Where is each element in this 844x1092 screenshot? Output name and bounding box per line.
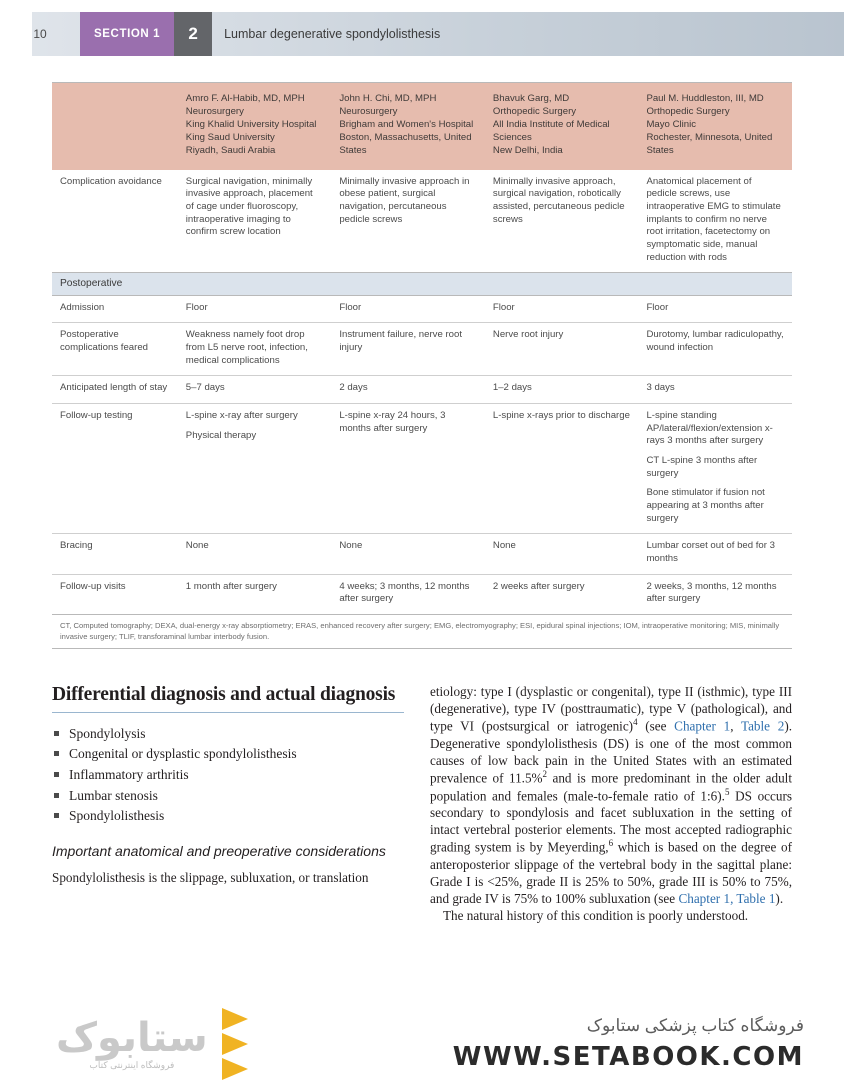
- row-cell: Floor: [339, 301, 362, 313]
- row-cell: None: [331, 534, 485, 574]
- subsection-label: Postoperative: [52, 273, 792, 295]
- expert-header-2: John H. Chi, MD, MPH Neurosurgery Brigham and Women's Hospital Boston, Massachusetts, United States: [331, 83, 485, 170]
- list-item: Congenital or dysplastic spondylolisthesis: [52, 745, 404, 763]
- chevron-icon: [222, 1008, 248, 1080]
- row-cell: Durotomy, lumbar radiculopathy, wound infection: [638, 323, 792, 376]
- cell-paragraph: Physical therapy: [185, 429, 257, 441]
- paragraph-text: DS occurs secondary to spondylosis and facet subluxation in the setting of intact vertebral posterior elements. The most accepted radiographic grading system is by Meyerding,: [430, 788, 793, 855]
- row-cell: Instrument failure, nerve root injury: [331, 323, 485, 376]
- page-title: Differential diagnosis and actual diagnosis: [52, 683, 396, 705]
- page-number: 10: [33, 27, 47, 41]
- row-cell: Lumbar corset out of bed for 3 months: [638, 534, 792, 574]
- expert-header-3: Bhavuk Garg, MD Orthopedic Surgery All India Institute of Medical Sciences New Delhi, India: [485, 83, 639, 170]
- list-item: Inflammatory arthritis: [52, 766, 404, 784]
- footer-logo: [0, 1008, 248, 1080]
- cell-paragraph: L-spine standing AP/lateral/flexion/extension x-rays 3 months after surgery: [646, 410, 773, 447]
- row-cell: Floor: [492, 301, 515, 313]
- table-row: [52, 170, 792, 273]
- xref-chapter-1[interactable]: Chapter 1: [674, 718, 731, 734]
- page-header: [0, 12, 844, 56]
- row-cell: None: [178, 534, 332, 574]
- cell-paragraph: L-spine x-ray 24 hours, 3 months after surgery: [339, 410, 446, 434]
- see-label: (see: [637, 718, 675, 734]
- differential-diagnosis-list: [52, 725, 404, 825]
- table-header-row: [52, 83, 792, 170]
- footer-brand-info: [453, 1016, 844, 1072]
- footer-tagline: فروشگاه کتاب پزشکی ستابوک: [586, 1016, 804, 1035]
- table-row: [52, 376, 792, 404]
- row-cell: 1–2 days: [485, 376, 639, 404]
- row-cell: 2 days: [331, 376, 485, 404]
- cell-paragraph: Bone stimulator if fusion not appearing at 3 months after surgery: [646, 487, 765, 524]
- logo-text-block: [56, 1014, 208, 1071]
- row-cell: [178, 404, 332, 534]
- expert-header-4: Paul M. Huddleston, III, MD Orthopedic Surgery Mayo Clinic Rochester, Minnesota, United States: [638, 83, 792, 170]
- cell-paragraph: CT L-spine 3 months after surgery: [646, 454, 758, 479]
- row-cell: [485, 404, 639, 534]
- row-cell: Floor: [646, 301, 669, 313]
- footnote-marker: 6: [608, 838, 614, 849]
- subsection-heading: Important anatomical and preoperative considerations: [52, 842, 386, 859]
- table-row: [52, 295, 792, 323]
- row-cell: 1 month after surgery: [178, 574, 332, 614]
- cell-paragraph: L-spine x-ray after surgery: [185, 410, 298, 422]
- row-cell: Floor: [185, 301, 208, 313]
- paragraph: The natural history of this condition is poorly understood.: [443, 908, 749, 924]
- table-row: [52, 534, 792, 574]
- list-item: Spondylolisthesis: [52, 807, 404, 825]
- paragraph-text: ).: [775, 891, 784, 907]
- row-label: Postoperative complications feared: [52, 323, 178, 376]
- row-cell: [331, 404, 485, 534]
- row-label: Follow-up testing: [52, 404, 178, 534]
- footnote-marker: 4: [633, 717, 638, 728]
- expert-comparison-table: [52, 83, 792, 648]
- table-subsection-header: [52, 273, 792, 295]
- row-cell: [638, 404, 792, 534]
- row-cell: 3 days: [638, 376, 792, 404]
- row-label: Complication avoidance: [60, 175, 162, 187]
- paragraph: [430, 683, 792, 908]
- row-label: Follow-up visits: [52, 574, 178, 614]
- expert-header-1: Amro F. Al-Habib, MD, MPH Neurosurgery King Khalid University Hospital King Saud University Riyadh, Saudi Arabia: [178, 83, 332, 170]
- row-label: Bracing: [52, 534, 178, 574]
- footer-watermark: [0, 995, 844, 1092]
- row-cell: 2 weeks after surgery: [485, 574, 639, 614]
- paragraph-text: ). Degenerative spondylolisthesis (DS) is one of the most common causes of low back pain in the United States with an estimated prevalence of 11.5%: [430, 718, 793, 786]
- chapter-number: 2: [174, 12, 212, 56]
- left-column: [52, 683, 404, 925]
- footnote-marker: 2: [542, 769, 548, 780]
- row-cell: 5–7 days: [178, 376, 332, 404]
- section-label: SECTION 1: [80, 12, 174, 56]
- footer-url[interactable]: WWW.SETABOOK.COM: [452, 1042, 804, 1072]
- brand-subtitle: فروشگاه اینترنتی کتاب: [89, 1059, 175, 1070]
- row-label: Admission: [60, 301, 105, 313]
- table-footnote: CT, Computed tomography; DEXA, dual-energy x-ray absorptiometry; ERAS, enhanced recovery after surgery; EMG, electromyography; ESI, epidural spinal injections; IOM, intraoperative monitoring; MIS, minimally invasive surgery; TLIF, transforaminal lumbar interbody fusion.: [52, 614, 792, 648]
- row-cell: 2 weeks, 3 months, 12 months after surgery: [638, 574, 792, 614]
- table-row: [52, 323, 792, 376]
- row-cell: Minimally invasive approach in obese patient, surgical navigation, percutaneous pedicle screws: [339, 175, 470, 225]
- row-cell: 4 weeks; 3 months, 12 months after surgery: [331, 574, 485, 614]
- paragraph-text: etiology: type I (dysplastic or congenital), type II (isthmic), type III (degenerative), type IV (posttraumatic), type V (pathological), and type VI (postsurgical or iatrogenic): [430, 683, 792, 734]
- paragraph: Spondylolisthesis is the slippage, subluxation, or translation: [52, 869, 369, 885]
- row-label: Anticipated length of stay: [52, 376, 178, 404]
- xref-separator: ,: [730, 718, 741, 734]
- article-body: [52, 683, 792, 925]
- row-cell: Minimally invasive approach, surgical navigation, robotically assisted, percutaneous pedicle screws: [492, 175, 625, 225]
- footnote-marker: 5: [724, 786, 730, 797]
- row-cell: Weakness namely foot drop from L5 nerve root, infection, medical complications: [178, 323, 332, 376]
- row-cell: Nerve root injury: [485, 323, 639, 376]
- table-row: [52, 574, 792, 614]
- right-column: [430, 683, 792, 925]
- paragraph-text: and is more predominant in the older adult population and females (male-to-female ratio of 1:6).: [430, 770, 792, 803]
- brand-name: ستابوک: [56, 1014, 208, 1061]
- table-corner-cell: [52, 83, 178, 170]
- comparison-table-wrapper: [52, 82, 792, 649]
- list-item: Spondylolysis: [52, 725, 404, 743]
- table-footnote-row: [52, 614, 792, 648]
- row-cell: None: [485, 534, 639, 574]
- table-row: [52, 404, 792, 534]
- chapter-title: Lumbar degenerative spondylolisthesis: [224, 27, 441, 41]
- cell-paragraph: L-spine x-rays prior to discharge: [492, 410, 630, 422]
- xref-table-2[interactable]: Table 2: [740, 718, 785, 734]
- heading-divider: [52, 712, 404, 713]
- row-cell: Surgical navigation, minimally invasive approach, placement of cage under fluoroscopy, intraoperative imaging to confirm screw location: [185, 175, 313, 238]
- xref-chapter-1-table-1[interactable]: Chapter 1, Table 1: [678, 891, 776, 907]
- paragraph-text: which is based on the degree of anteroposterior slippage of the vertebral body in the sagittal plane: Grade I is <25%, grade II is 25% to 50%, grade III is 50% to 75%, and grade IV is 75% to 100% subluxation (see: [430, 839, 792, 907]
- list-item: Lumbar stenosis: [52, 787, 404, 805]
- row-cell: Anatomical placement of pedicle screws, use intraoperative EMG to stimulate implants to confirm no nerve root irritation, facetectomy on symptomatic side, manual reduction with rods: [646, 175, 781, 263]
